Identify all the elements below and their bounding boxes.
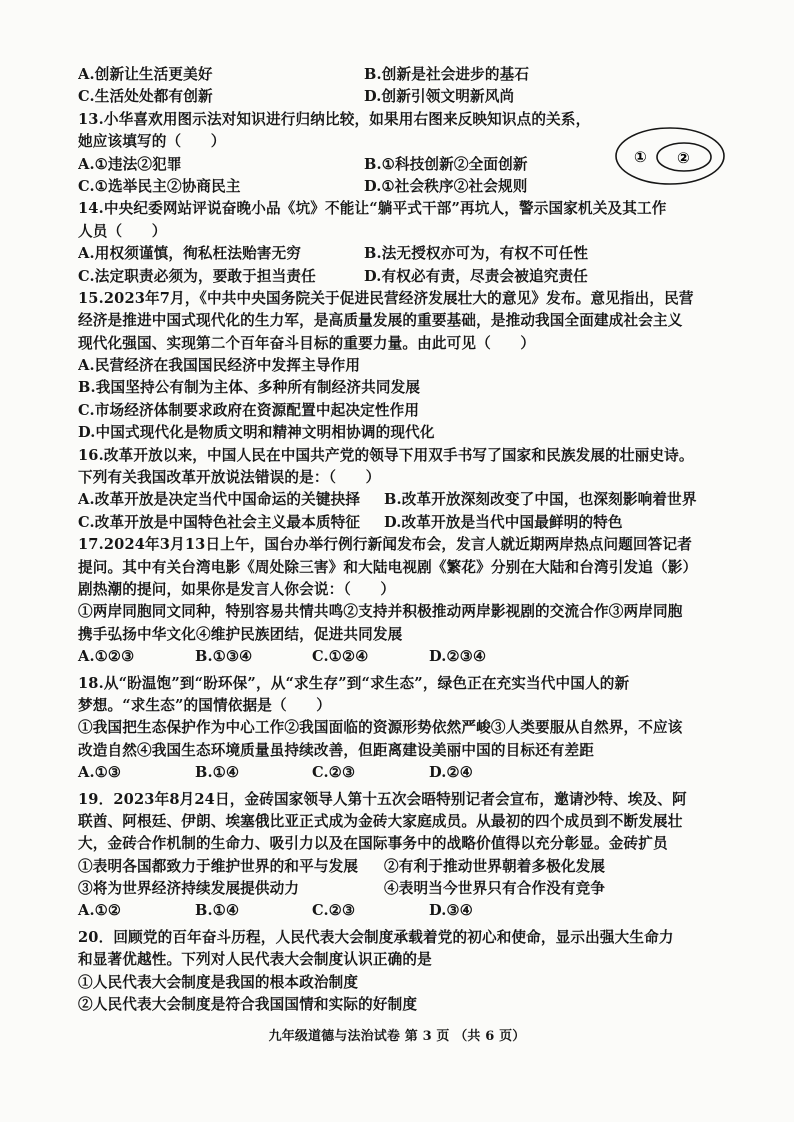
q19-option-a[interactable]: A.①②: [78, 902, 122, 920]
q16-option-a[interactable]: A.改革开放是决定当代中国命运的关键抉择: [78, 491, 361, 509]
q17-options: [78, 646, 750, 668]
q17-option-a[interactable]: A.①②③: [78, 648, 135, 666]
q14-option-b[interactable]: B.法无授权亦可为，有权不可任性: [364, 245, 589, 263]
q18-option-a[interactable]: A.①③: [78, 764, 122, 782]
q13-stem-line1: 13.小华喜欢用图示法对知识进行归纳比较，如果用右图来反映知识点的关系，: [78, 110, 591, 128]
q12-option-b[interactable]: B.创新是社会进步的基石: [364, 66, 530, 83]
q13-option-d[interactable]: D.①社会秩序②社会规则: [364, 177, 528, 195]
q14-options-row1: [78, 243, 750, 265]
q19-option-b[interactable]: B.①④: [195, 902, 240, 920]
q18-option-c[interactable]: C.②③: [312, 764, 356, 782]
q12-options-row1: [78, 64, 750, 86]
q19-stem-line3: 大，金砖合作机制的生命力、吸引力以及在国际事务中的战略价值得以充分彰显。金砖扩员: [78, 835, 668, 853]
q14-option-c[interactable]: C.法定职责必须为，要敢于担当责任: [78, 267, 316, 285]
q15-stem-line3: 现代化强国、实现第二个百年奋斗目标的重要力量。由此可见（ ）: [78, 334, 536, 352]
q18-stem-line2: 梦想。“求生态”的国情依据是（ ）: [78, 696, 331, 714]
q17-statements-line1: ①两岸同胞同文同种，特别容易共情共鸣②支持并积极推动两岸影视剧的交流合作③两岸同胞: [78, 603, 683, 621]
q12-option-c[interactable]: C.生活处处都有创新: [78, 88, 213, 106]
q19-stem-line2: 联酋、阿根廷、伊朗、埃塞俄比亚正式成为金砖大家庭成员。从最初的四个成员到不断发展壮: [78, 812, 683, 830]
q19-statement-4: ④表明当今世界只有合作没有竞争: [384, 880, 606, 898]
q20-stem-line2: 和显著优越性。下列对人民代表大会制度认识正确的是: [78, 951, 432, 969]
q13-option-a[interactable]: A.①违法②犯罪: [78, 155, 182, 173]
q16-option-c[interactable]: C.改革开放是中国特色社会主义最本质特征: [78, 513, 361, 531]
q19-option-d[interactable]: D.③④: [429, 902, 473, 920]
q16-option-b[interactable]: B.改革开放深刻改变了中国，也深刻影响着世界: [384, 491, 697, 509]
q14-stem-line2: 人员（ ）: [78, 222, 167, 240]
q15-stem-line2: 经济是推进中国式现代化的生力军，是高质量发展的重要基础，是推动我国全面建成社会主义: [78, 312, 683, 330]
q14-options-row2: [78, 266, 750, 288]
q19-stem-line1: 19．2023年8月24日，金砖国家领导人第十五次会晤特别记者会宣布，邀请沙特、埃及、阿: [78, 790, 687, 808]
q15-option-c[interactable]: C.市场经济体制要求政府在资源配置中起决定性作用: [78, 401, 420, 419]
q19-statement-1: ①表明各国都致力于维护世界的和平与发展: [78, 857, 359, 875]
q15-option-b[interactable]: B.我国坚持公有制为主体、多种所有制经济共同发展: [78, 379, 421, 397]
q19-option-c[interactable]: C.②③: [312, 902, 356, 920]
q15-stem-line1: 15.2023年7月，《中共中央国务院关于促进民营经济发展壮大的意见》发布。意见指出，民营: [78, 289, 694, 307]
q17-stem-line2: 提问。其中有关台湾电影《周处除三害》和大陆电视剧《繁花》分别在大陆和台湾引发追（影）: [78, 558, 698, 576]
q19-statements-row2: [78, 878, 750, 900]
q19-options: [78, 900, 750, 922]
q13-stem-line2: 她应该填写的（ ）: [78, 133, 226, 151]
q15-option-d[interactable]: D.中国式现代化是物质文明和精神文明相协调的现代化: [78, 424, 435, 442]
q14-stem-line1: 14.中央纪委网站评说奋晚小品《坑》不能让“躺平式干部”再坑人，警示国家机关及其工作: [78, 200, 667, 218]
q18-option-b[interactable]: B.①④: [195, 764, 240, 782]
q12-option-d[interactable]: D.创新引领文明新风尚: [364, 88, 515, 106]
q17-stem-line3: 剧热潮的提问，如果你是发言人你会说：（ ）: [78, 580, 396, 598]
q16-options-row2: [78, 512, 750, 534]
q19-statements-row1: [78, 856, 750, 878]
q20-stem-line1: 20．回顾党的百年奋斗历程，人民代表大会制度承载着党的初心和使命，显示出强大生命力: [78, 928, 674, 946]
q20-statement-1: ①人民代表大会制度是我国的根本政治制度: [78, 973, 359, 991]
venn-outer-ellipse: [616, 128, 724, 184]
q13-option-c[interactable]: C.①选举民主②协商民主: [78, 177, 241, 195]
q12-options-row2: [78, 86, 750, 108]
q18-options: [78, 762, 750, 784]
q14-option-a[interactable]: A.用权须谨慎，徇私枉法贻害无穷: [78, 245, 302, 263]
q17-option-c[interactable]: C.①②④: [312, 648, 369, 666]
q16-options-row1: [78, 489, 750, 511]
q17-stem-line1: 17.2024年3月13日上午，国台办举行例行新闻发布会，发言人就近期两岸热点问题回答记者: [78, 536, 693, 554]
q17-option-d[interactable]: D.②③④: [429, 648, 487, 666]
q13-relation-diagram: [614, 126, 726, 186]
q20-statement-2: ②人民代表大会制度是符合我国国情和实际的好制度: [78, 996, 418, 1014]
q18-statements-line2: 改造自然④我国生态环境质量虽持续改善，但距离建设美丽中国的目标还有差距: [78, 741, 595, 759]
venn-inner-label: ②: [677, 149, 690, 167]
q19-statement-3: ③将为世界经济持续发展提供动力: [78, 880, 300, 898]
q17-statements-line2: 携手弘扬中华文化④维护民族团结，促进共同发展: [78, 625, 403, 643]
q16-stem-line1: 16.改革开放以来，中国人民在中国共产党的领导下用双手书写了国家和民族发展的壮丽史诗。: [78, 446, 694, 464]
q18-option-d[interactable]: D.②④: [429, 764, 473, 782]
q18-statements-line1: ①我国把生态保护作为中心工作②我国面临的资源形势依然严峻③人类要服从自然界，不应该: [78, 719, 683, 737]
q14-option-d[interactable]: D.有权必有责，尽责会被追究责任: [364, 267, 588, 285]
q17-option-b[interactable]: B.①③④: [195, 648, 253, 666]
venn-outer-label: ①: [634, 148, 647, 166]
q19-statement-2: ②有利于推动世界朝着多极化发展: [384, 857, 606, 875]
page-footer: 九年级道德与法治试卷 第 3 页 （共 6 页）: [268, 1029, 526, 1044]
q18-stem-line1: 18.从“盼温饱”到“盼环保”，从“求生存”到“求生态”，绿色正在充实当代中国人的新: [78, 674, 630, 692]
q16-option-d[interactable]: D.改革开放是当代中国最鲜明的特色: [384, 513, 623, 531]
q15-option-a[interactable]: A.民营经济在我国国民经济中发挥主导作用: [78, 357, 361, 375]
q16-stem-line2: 下列有关我国改革开放说法错误的是：（ ）: [78, 469, 381, 487]
q13-option-b[interactable]: B.①科技创新②全面创新: [364, 155, 528, 173]
q12-option-a[interactable]: A.创新让生活更美好: [78, 66, 213, 83]
